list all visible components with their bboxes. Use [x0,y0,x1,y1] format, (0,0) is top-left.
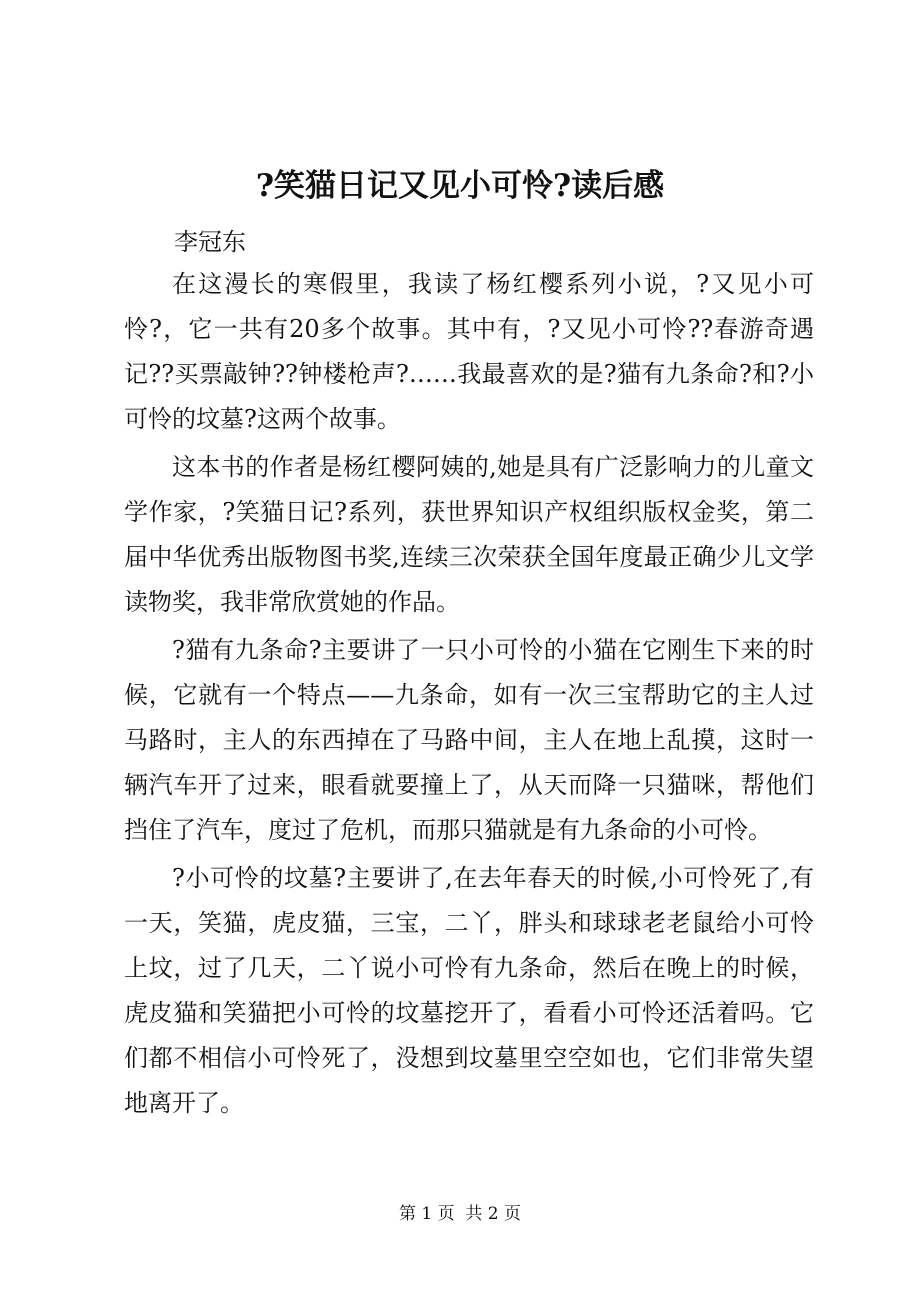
paragraph-2: 这本书的作者是杨红樱阿姨的,她是具有广泛影响力的儿童文学作家，?笑猫日记?系列，获世界知识产权组织版权金奖，第二届中华优秀出版物图书奖,连续三次荣获全国年度最正确少儿文学读物奖，我非常欣赏她的作品。 [124,453,814,616]
paragraph-3: ?猫有九条命?主要讲了一只小可怜的小猫在它刚生下来的时候，它就有一个特点——九条命，如有一次三宝帮助它的主人过马路时，主人的东西掉在了马路中间，主人在地上乱摸，这时一辆汽车开了过来，眼看就要撞上了，从天而降一只猫咪，帮他们挡住了汽车，度过了危机，而那只猫就是有九条命的小可怜。 [124,636,814,844]
document-title: ?笑猫日记又见小可怜?读后感 [255,168,665,204]
document-body [124,262,814,1129]
author-name: 李冠东 [174,228,246,256]
page-footer: 第 1 页 共 2 页 [398,1204,522,1224]
paragraph-1: 在这漫长的寒假里，我读了杨红樱系列小说，?又见小可怜?，它一共有20多个故事。其中有，?又见小可怜??春游奇遇记??买票敲钟??钟楼枪声?……我最喜欢的是?猫有九条命?和?小可怜的坟墓?这两个故事。 [124,270,814,433]
paragraph-4: ?小可怜的坟墓?主要讲了,在去年春天的时候,小可怜死了,有一天，笑猫，虎皮猫，三宝，二丫，胖头和球球老老鼠给小可怜上坟，过了几天，二丫说小可怜有九条命，然后在晚上的时候，虎皮猫和笑猫把小可怜的坟墓挖开了，看看小可怜还活着吗。它们都不相信小可怜死了，没想到坟墓里空空如也，它们非常失望地离开了。 [124,864,814,1117]
